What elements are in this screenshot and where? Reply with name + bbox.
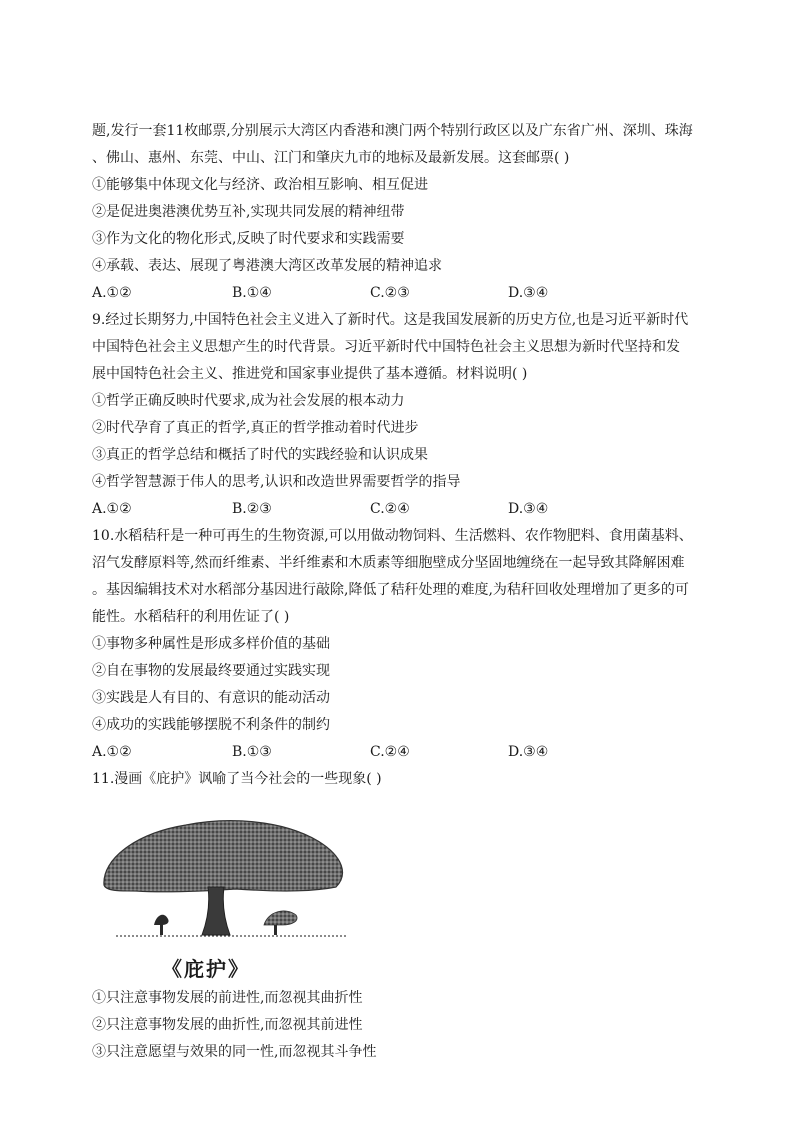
option-c: C.②③ xyxy=(370,285,410,301)
statement-item: ②是促进奥港澳优势互补,实现共同发展的精神纽带 xyxy=(92,204,405,220)
option-d: D.③④ xyxy=(508,501,549,517)
statement-item: ①哲学正确反映时代要求,成为社会发展的根本动力 xyxy=(92,393,405,409)
question-stem: 展中国特色社会主义、推进党和国家事业提供了基本遵循。材料说明( ) xyxy=(92,366,528,382)
option-c: C.②④ xyxy=(370,744,410,760)
question-11 xyxy=(92,766,712,1066)
option-b: B.①④ xyxy=(232,285,272,301)
statement-item: ①能够集中体现文化与经济、政治相互影响、相互促进 xyxy=(92,177,428,193)
question-8 xyxy=(92,118,712,307)
statement-item: ①事物多种属性是形成多样价值的基础 xyxy=(92,636,330,652)
option-b: B.①③ xyxy=(232,744,272,760)
option-a: A.①② xyxy=(92,501,132,517)
option-a: A.①② xyxy=(92,744,132,760)
statement-item: ④承载、表达、展现了粤港澳大湾区改革发展的精神追求 xyxy=(92,258,442,274)
question-stem: 题,发行一套11枚邮票,分别展示大湾区内香港和澳门两个特别行政区以及广东省广州、深圳、珠海 xyxy=(92,123,693,139)
option-b: B.②③ xyxy=(232,501,272,517)
question-stem: 能性。水稻秸秆的利用佐证了( ) xyxy=(92,609,290,625)
option-a: A.①② xyxy=(92,285,132,301)
option-c: C.②④ xyxy=(370,501,410,517)
question-10 xyxy=(92,523,712,766)
answer-options xyxy=(92,496,712,523)
question-stem: 10.水稻秸秆是一种可再生的生物资源,可以用做动物饲料、生活燃料、农作物肥料、食用菌基料、 xyxy=(92,528,693,544)
answer-options xyxy=(92,280,712,307)
statement-item: ③作为文化的物化形式,反映了时代要求和实践需要 xyxy=(92,231,405,247)
statement-item: ④哲学智慧源于伟人的思考,认识和改造世界需要哲学的指导 xyxy=(92,474,461,490)
statement-item: ③真正的哲学总结和概括了时代的实践经验和认识成果 xyxy=(92,447,428,463)
statement-item: ③只注意愿望与效果的同一性,而忽视其斗争性 xyxy=(92,1044,377,1060)
statement-item: ②时代孕育了真正的哲学,真正的哲学推动着时代进步 xyxy=(92,420,419,436)
exam-page xyxy=(92,118,712,1066)
statement-item: ②只注意事物发展的曲折性,而忽视其前进性 xyxy=(92,1017,363,1033)
option-d: D.③④ xyxy=(508,285,549,301)
question-stem: 9.经过长期努力,中国特色社会主义进入了新时代。这是我国发展新的历史方位,也是习近平新时代 xyxy=(92,312,689,328)
option-d: D.③④ xyxy=(508,744,549,760)
question-stem: 11.漫画《庇护》讽喻了当今社会的一些现象( ) xyxy=(92,771,382,787)
tree-cartoon-icon xyxy=(96,807,356,957)
question-9 xyxy=(92,307,712,523)
question-stem: 中国特色社会主义思想产生的时代背景。习近平新时代中国特色社会主义思想为新时代坚持和发 xyxy=(92,339,680,355)
question-stem: 。基因编辑技术对水稻部分基因进行敲除,降低了秸秆处理的难度,为秸秆回收处理增加了更多的可 xyxy=(92,582,689,598)
question-stem: 、佛山、惠州、东莞、中山、江门和肇庆九市的地标及最新发展。这套邮票( ) xyxy=(92,150,570,166)
answer-options xyxy=(92,739,712,766)
statement-item: ①只注意事物发展的前进性,而忽视其曲折性 xyxy=(92,990,363,1006)
statement-item: ④成功的实践能够摆脱不利条件的制约 xyxy=(92,717,330,733)
question-stem: 沼气发酵原料等,然而纤维素、半纤维素和木质素等细胞壁成分坚固地缠绕在一起导致其降解困难 xyxy=(92,555,685,571)
cartoon-image xyxy=(96,807,356,957)
statement-item: ③实践是人有目的、有意识的能动活动 xyxy=(92,690,330,706)
statement-item: ②自在事物的发展最终要通过实践实现 xyxy=(92,663,330,679)
cartoon-caption: 《庇护》 xyxy=(162,957,250,981)
